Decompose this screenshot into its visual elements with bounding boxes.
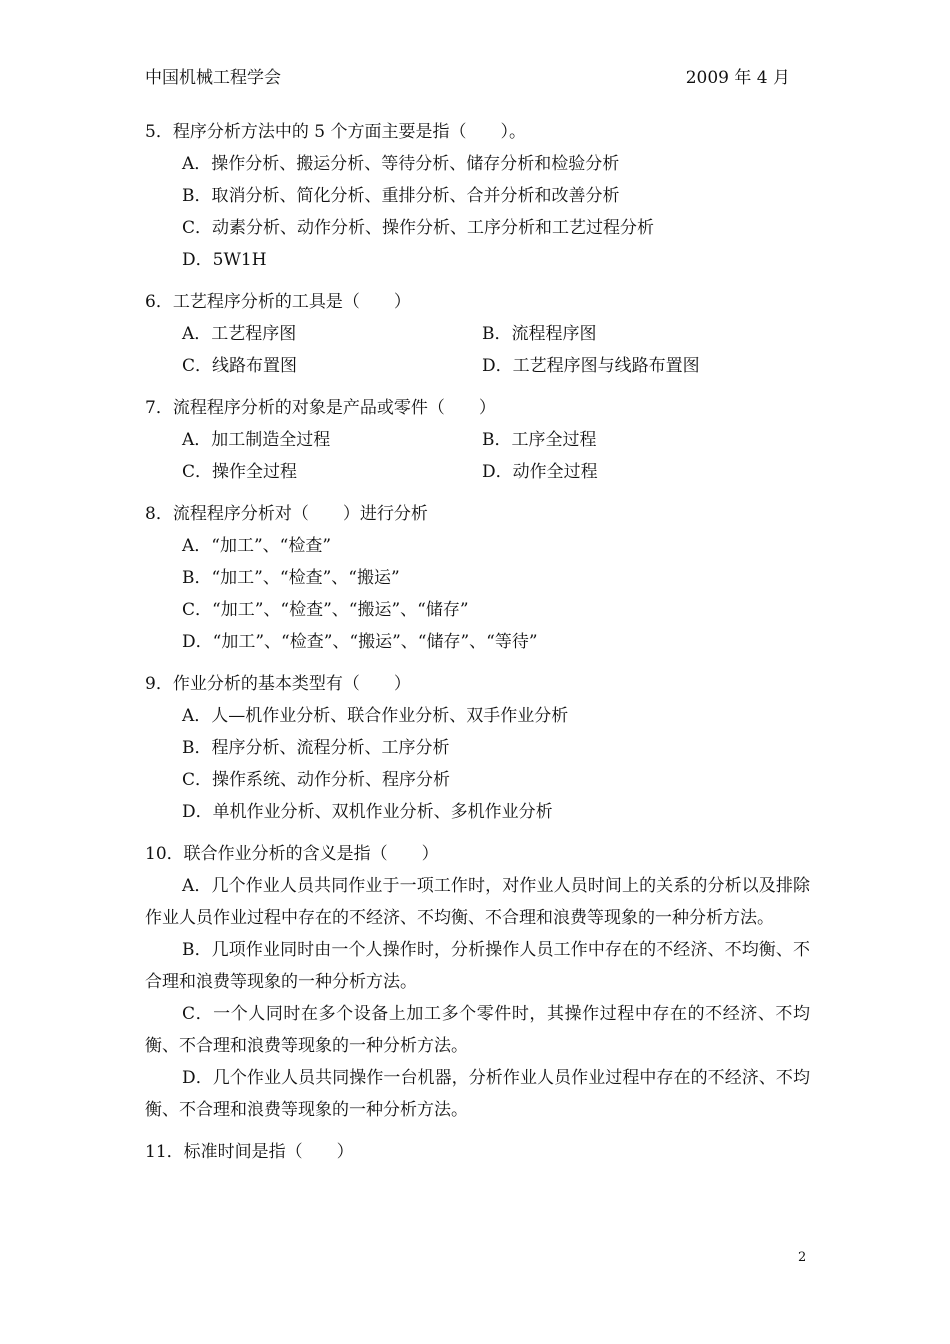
question-9 xyxy=(145,668,810,828)
option-a: A．人—机作业分析、联合作业分析、双手作业分析 xyxy=(182,706,569,726)
question-options xyxy=(182,530,810,658)
option-c: C．操作系统、动作分析、程序分析 xyxy=(182,770,451,790)
page-header xyxy=(145,62,790,94)
option-d: D．工艺程序图与线路布置图 xyxy=(482,356,700,376)
question-5 xyxy=(145,116,810,276)
question-title: 6．工艺程序分析的工具是（ ） xyxy=(145,292,411,312)
option-b: B．流程程序图 xyxy=(482,324,597,344)
question-options xyxy=(182,148,810,276)
question-title: 5．程序分析方法中的 5 个方面主要是指（ ）。 xyxy=(145,122,526,142)
option-b: B．几项作业同时由一个人操作时，分析操作人员工作中存在的不经济、不均衡、不合理和浪费等现象的一种分析方法。 xyxy=(145,940,810,992)
question-title: 11．标准时间是指（ ） xyxy=(145,1142,354,1162)
option-b: B．取消分析、简化分析、重排分析、合并分析和改善分析 xyxy=(182,186,620,206)
option-c: C．“加工”、“检查”、“搬运”、“储存” xyxy=(182,600,469,620)
option-b: B．工序全过程 xyxy=(482,430,597,450)
question-6 xyxy=(145,286,810,382)
option-b: B．“加工”、“检查”、“搬运” xyxy=(182,568,400,588)
option-a: A．操作分析、搬运分析、等待分析、储存分析和检验分析 xyxy=(182,154,620,174)
question-title: 8．流程程序分析对（ ）进行分析 xyxy=(145,504,428,524)
question-8 xyxy=(145,498,810,658)
option-b: B．程序分析、流程分析、工序分析 xyxy=(182,738,450,758)
question-options xyxy=(182,424,810,488)
option-d: D．“加工”、“检查”、“搬运”、“储存”、“等待” xyxy=(182,632,538,652)
page-number: 2 xyxy=(798,1250,807,1265)
option-c: C．一个人同时在多个设备上加工多个零件时，其操作过程中存在的不经济、不均衡、不合理和浪费等现象的一种分析方法。 xyxy=(145,1004,810,1056)
option-a: A．几个作业人员共同作业于一项工作时，对作业人员时间上的关系的分析以及排除作业人员作业过程中存在的不经济、不均衡、不合理和浪费等现象的一种分析方法。 xyxy=(145,876,810,928)
question-list xyxy=(145,116,810,1178)
question-7 xyxy=(145,392,810,488)
option-c: C．线路布置图 xyxy=(182,356,298,376)
option-d: D．单机作业分析、双机作业分析、多机作业分析 xyxy=(182,802,553,822)
question-title: 9．作业分析的基本类型有（ ） xyxy=(145,674,411,694)
question-options xyxy=(182,700,810,828)
option-a: A．加工制造全过程 xyxy=(182,430,331,450)
question-11 xyxy=(145,1136,810,1168)
header-date: 2009 年 4 月 xyxy=(685,68,790,88)
question-options xyxy=(182,318,810,382)
option-c: C．动素分析、动作分析、操作分析、工序分析和工艺过程分析 xyxy=(182,218,655,238)
option-c: C．操作全过程 xyxy=(182,462,298,482)
option-a: A．工艺程序图 xyxy=(182,324,297,344)
option-a: A．“加工”、“检查” xyxy=(182,536,332,556)
question-title: 7．流程程序分析的对象是产品或零件（ ） xyxy=(145,398,496,418)
question-10 xyxy=(145,838,810,1126)
option-d: D．动作全过程 xyxy=(482,462,598,482)
question-title: 10．联合作业分析的含义是指（ ） xyxy=(145,844,439,864)
header-organization: 中国机械工程学会 xyxy=(145,68,281,88)
option-d: D．几个作业人员共同操作一台机器，分析作业人员作业过程中存在的不经济、不均衡、不合理和浪费等现象的一种分析方法。 xyxy=(145,1068,810,1120)
option-d: D．5W1H xyxy=(182,250,267,270)
